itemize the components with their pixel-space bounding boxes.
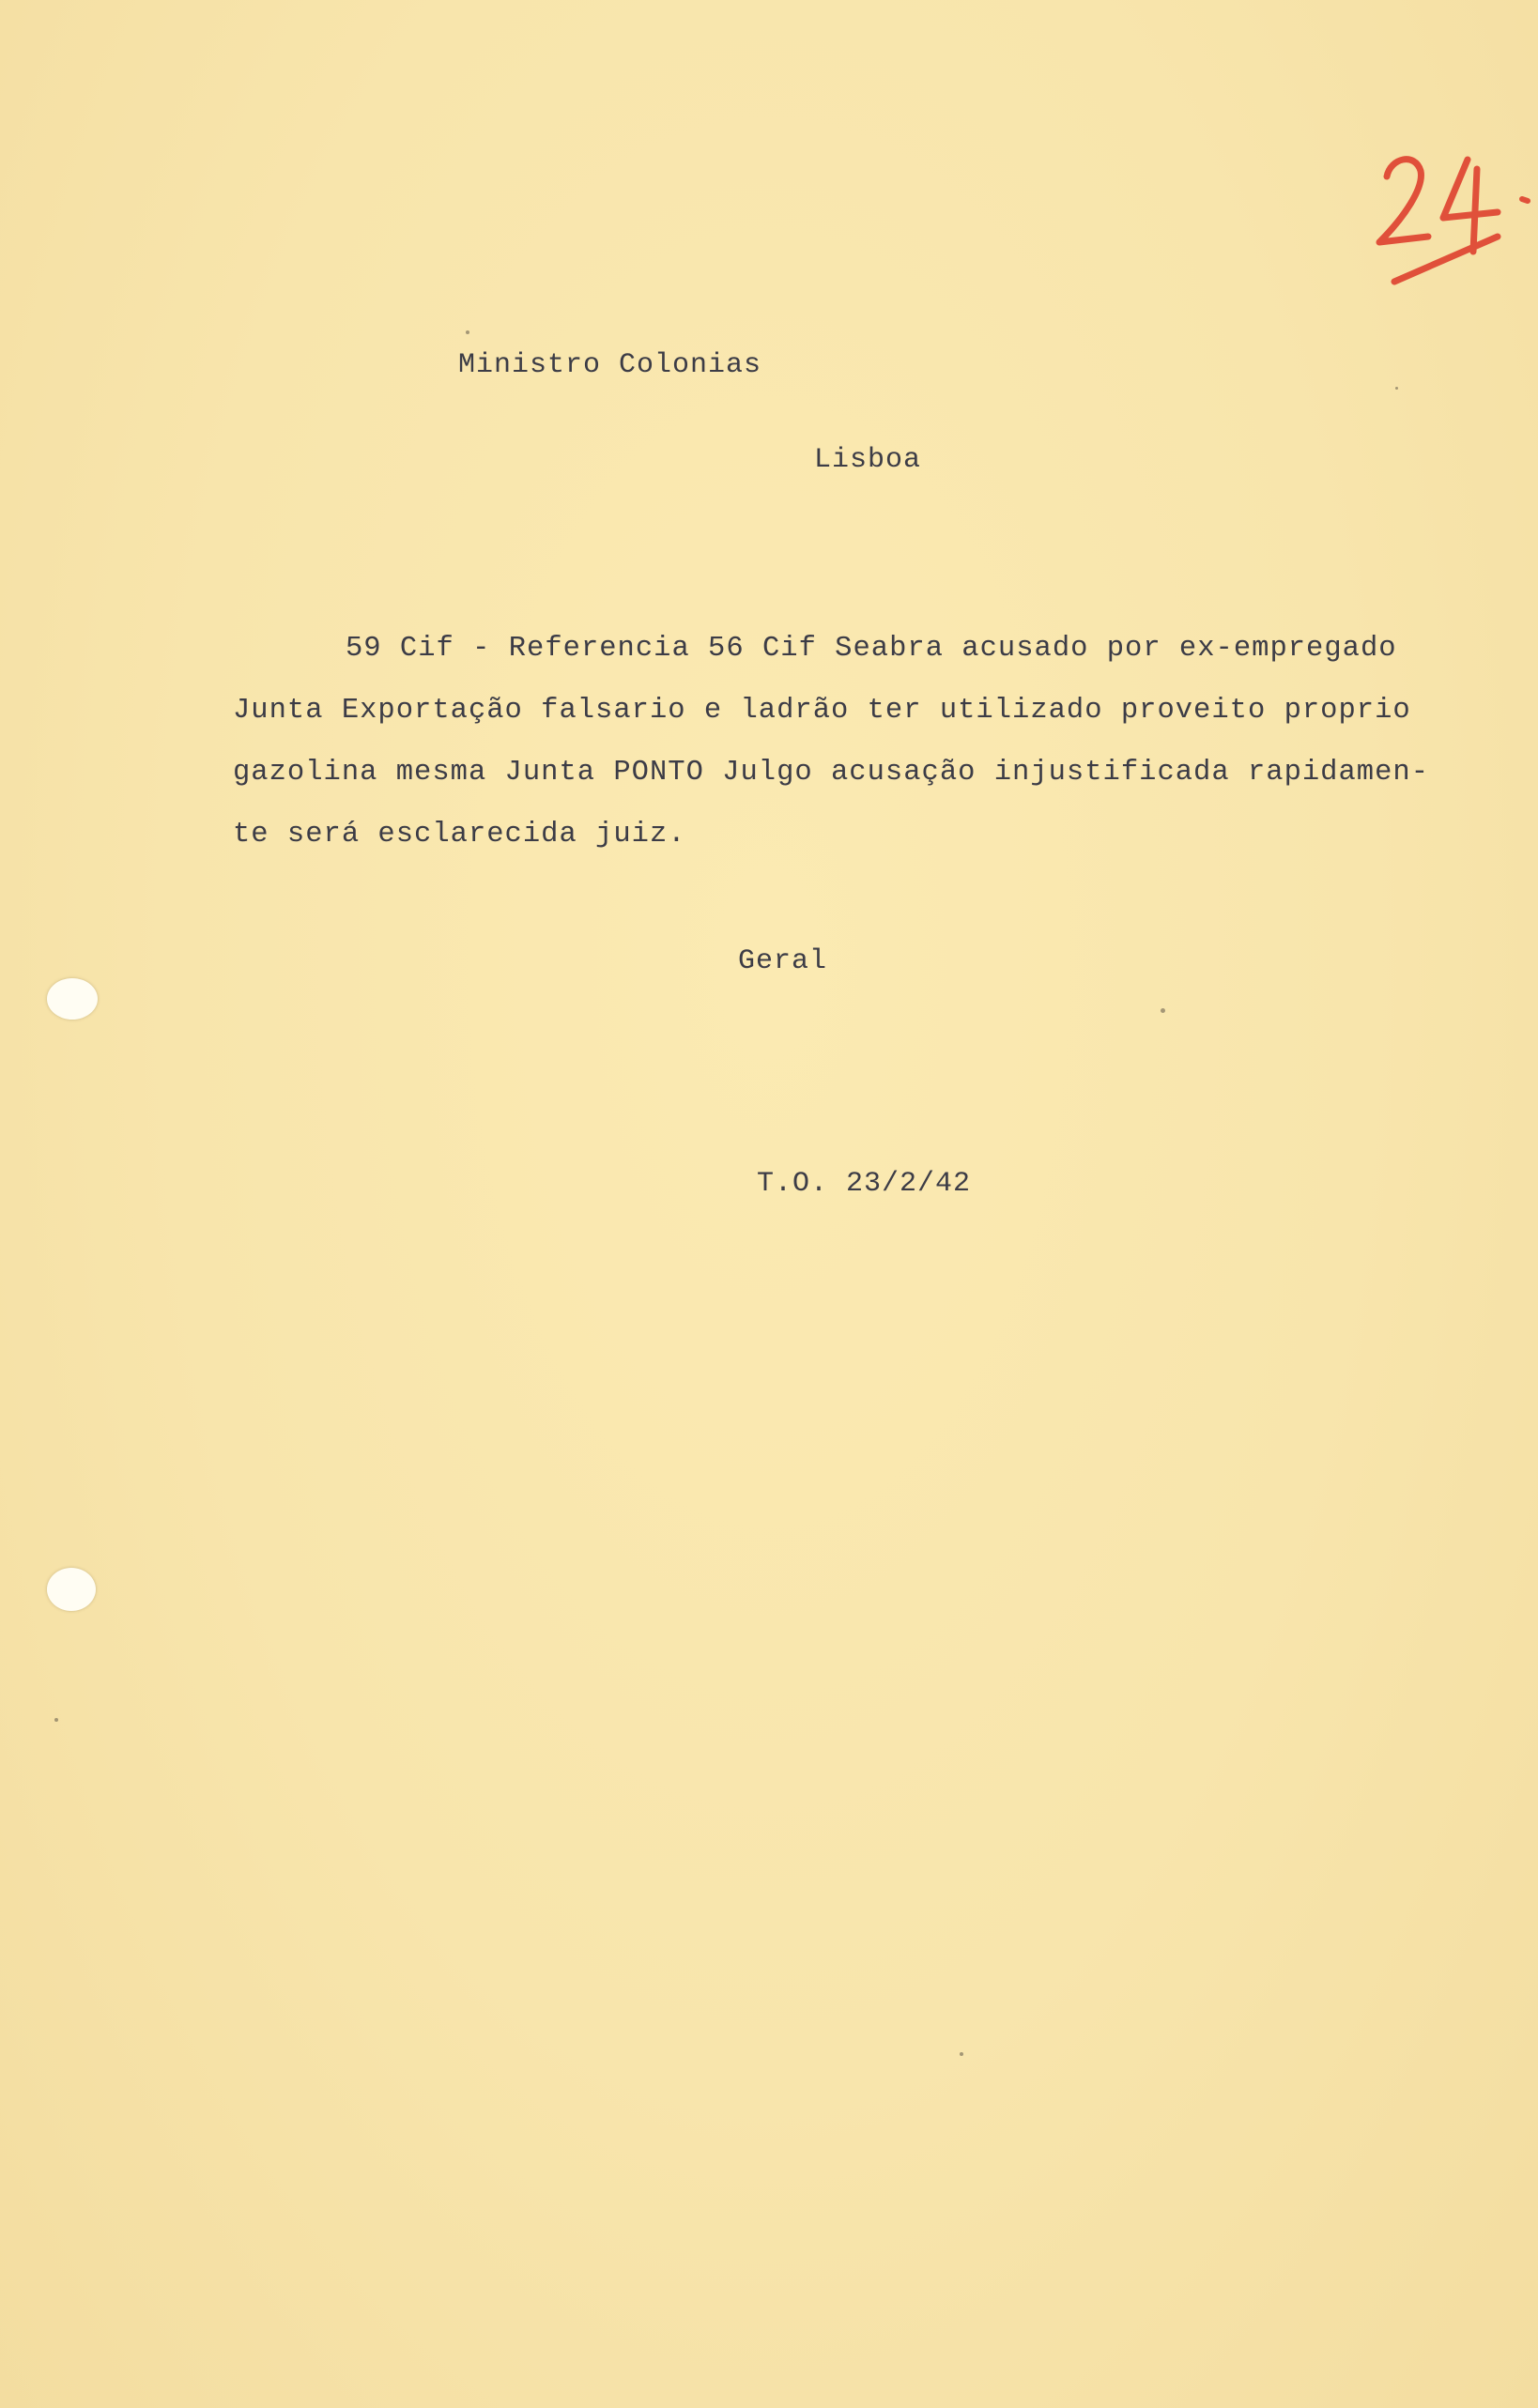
date-reference: T.O. 23/2/42 xyxy=(757,1168,972,1200)
message-line: Junta Exportação falsario e ladrão ter utilizado proveito proprio xyxy=(233,695,1411,727)
paper-speck xyxy=(960,2052,963,2056)
signature: Geral xyxy=(738,945,828,977)
recipient-name: Ministro Colonias xyxy=(458,349,762,381)
punch-hole-lower xyxy=(47,1568,96,1611)
folio-number-annotation xyxy=(1366,131,1535,300)
paper-speck xyxy=(1161,1008,1165,1013)
paper-speck xyxy=(54,1718,58,1722)
punch-hole-upper xyxy=(47,978,98,1020)
message-line: te será esclarecida juiz. xyxy=(233,819,686,851)
message-line: 59 Cif - Referencia 56 Cif Seabra acusado por ex-empregado xyxy=(346,633,1397,665)
paper-speck xyxy=(1395,387,1398,390)
paper-speck xyxy=(466,330,469,334)
recipient-city: Lisboa xyxy=(814,444,922,476)
message-line: gazolina mesma Junta PONTO Julgo acusação injustificada rapidamen- xyxy=(233,757,1429,789)
